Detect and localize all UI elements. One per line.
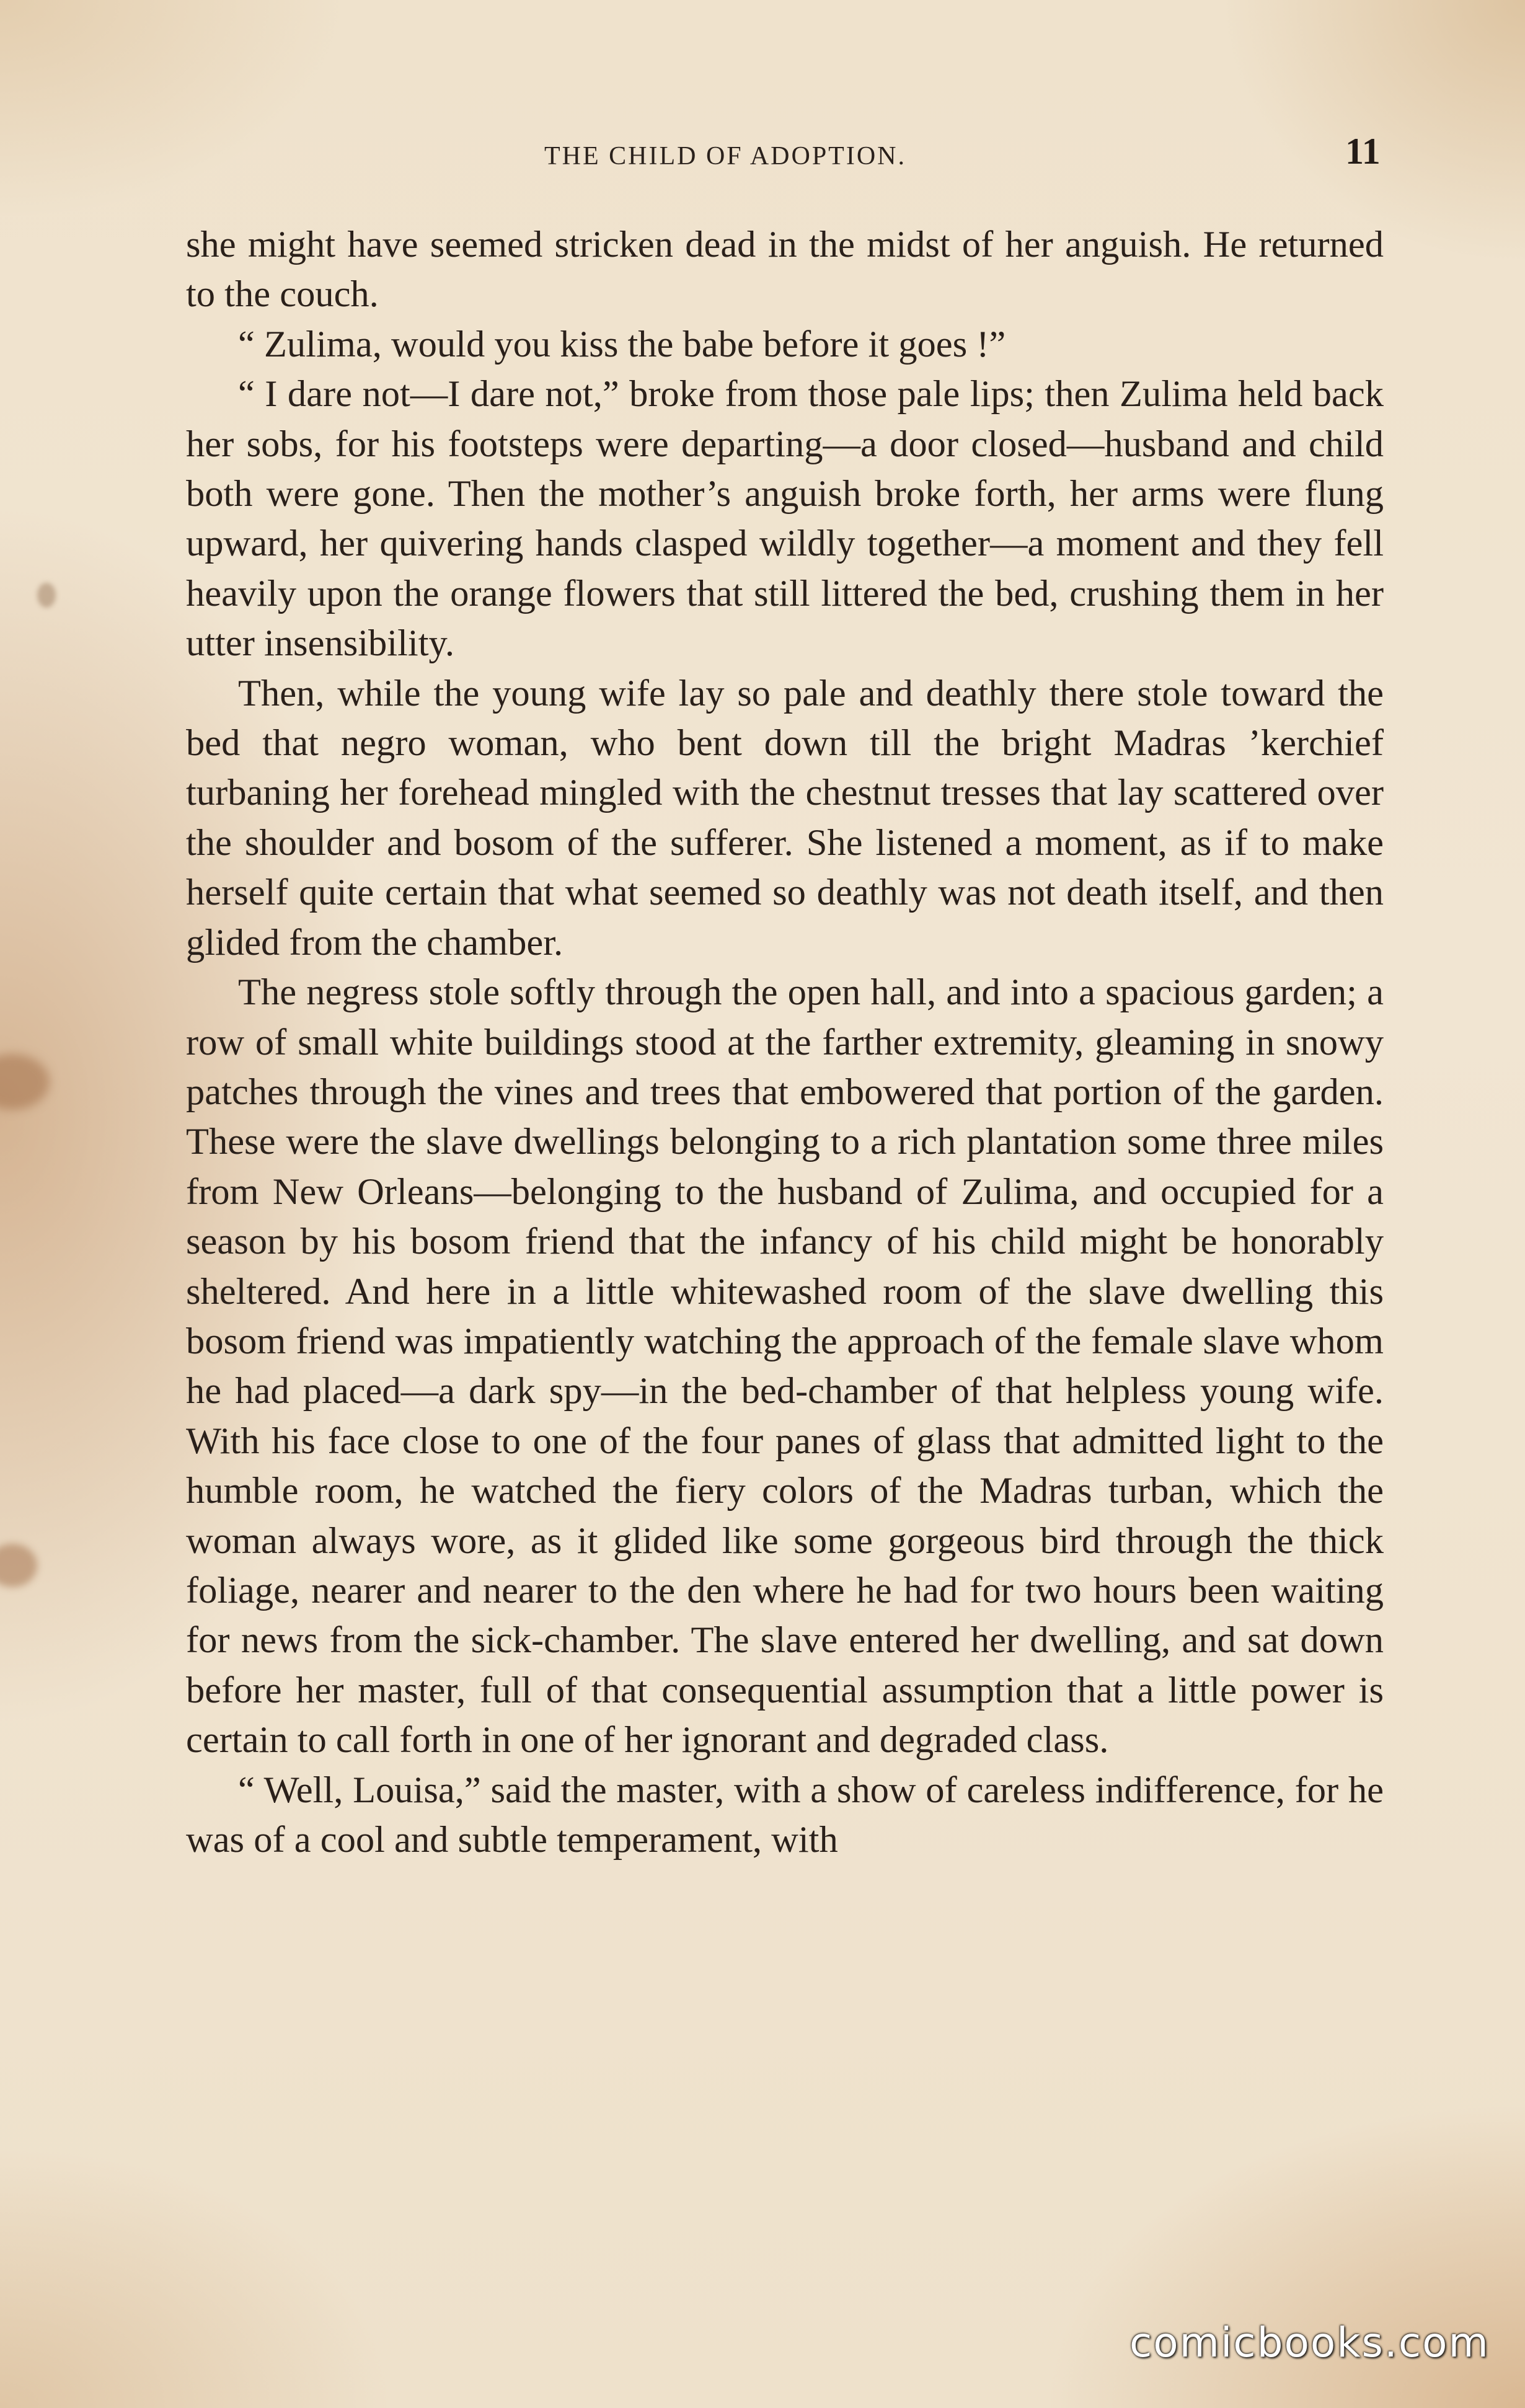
page-number: 11: [1345, 131, 1381, 172]
page-stain: [0, 1054, 50, 1110]
paragraph: “ Zulima, would you kiss the babe before it goes !”: [238, 323, 1006, 365]
page-stain: [37, 583, 56, 608]
running-head-title: THE CHILD OF ADOPTION.: [544, 142, 906, 170]
paragraph: The negress stole softly through the open hall, and into a spacious garden; a row of small white buildings stood at the farther extremity, gleaming in snowy patches through the vines and trees that embowered that portion of the garden. These were the slave dwellings belonging to a rich plantation some three miles from New Orleans—belonging to the husband of Zulima, and occupied for a season by his bosom friend that the infancy of his child might be honorably sheltered. And here in a little whitewashed room of the slave dwelling this bosom friend was impatiently watching the approach of the female slave whom he had placed—a dark spy—in the bed-chamber of that helpless young wife. With his face close to one of the four panes of glass that admitted light to the humble room, he watched the fiery colors of the Madras turban, which the woman always wore, as it glided like some gorgeous bird through the thick foliage, nearer and nearer to the den where he had for two hours been waiting for news from the sick-chamber. The slave entered her dwelling, and sat down before her master, full of that consequential assumption that a little power is certain to call forth in one of her ignorant and degraded class.: [186, 972, 1384, 1761]
paragraph: “ Well, Louisa,” said the master, with a show of careless indifference, for he was of a cool and subtle temperament, with: [186, 1769, 1384, 1861]
paragraph: she might have seemed stricken dead in the midst of her anguish. He returned to the couch.: [186, 224, 1384, 316]
page-stain: [0, 1544, 37, 1587]
paragraph: Then, while the young wife lay so pale and deathly there stole toward the bed that negro woman, who bent down till the bright Madras ’kerchief turbaning her forehead mingled with the chestnut tresses that lay scattered over the shoulder and bosom of the sufferer. She listened a moment, as if to make herself quite certain that what seemed so deathly was not death itself, and then glided from the chamber.: [186, 672, 1384, 963]
body-text: [186, 220, 1384, 2229]
site-watermark: comicbooks.com: [1129, 2319, 1490, 2366]
paragraph: “ I dare not—I dare not,” broke from those pale lips; then Zulima held back her sobs, for his footsteps were departing—a door closed—husband and child both were gone. Then the mother’s anguish broke forth, her arms were flung upward, her quivering hands clasped wildly together—a moment and they fell heavily upon the orange flowers that still littered the bed, crushing them in her utter insensibility.: [186, 373, 1384, 665]
